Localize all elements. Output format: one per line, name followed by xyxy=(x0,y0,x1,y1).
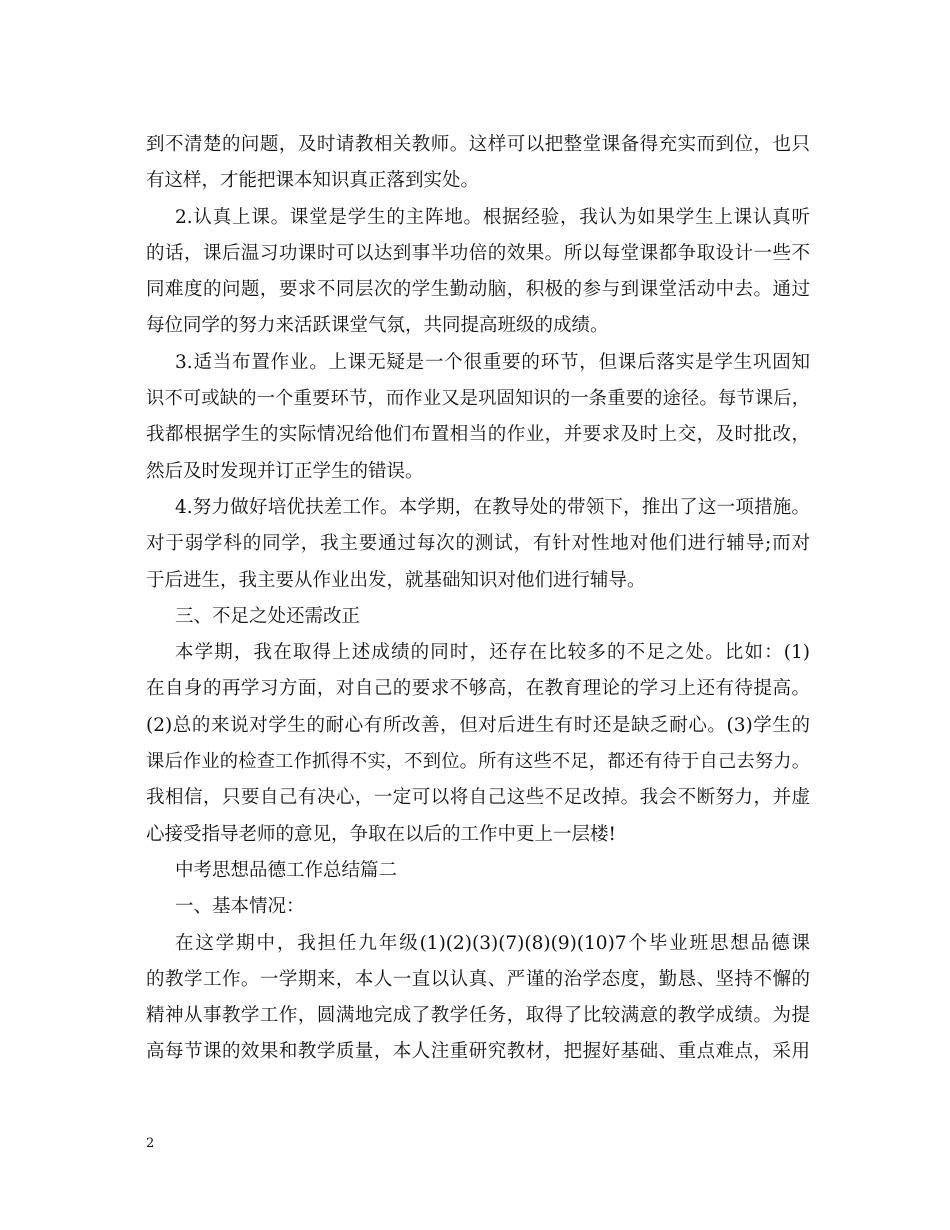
text-line: 我都根据学生的实际情况给他们布置相当的作业，并要求及时上交，及时批改， xyxy=(146,424,810,446)
text-line: 我相信，只要自己有决心，一定可以将自己这些不足改掉。我会不断努力，并虚 xyxy=(146,787,810,809)
text-line: 每位同学的努力来活跃课堂气氛，共同提高班级的成绩。 xyxy=(146,315,609,337)
text-line: 识不可或缺的一个重要环节，而作业又是巩固知识的一条重要的途径。每节课后， xyxy=(146,388,810,410)
text-line: 三、不足之处还需改正 xyxy=(175,605,361,627)
body-text xyxy=(146,127,810,1071)
text-line: 到不清楚的问题，及时请教相关教师。这样可以把整堂课备得充实而到位，也只 xyxy=(146,134,810,155)
text-line: 本学期，我在取得上述成绩的同时，还存在比较多的不足之处。比如：(1) xyxy=(175,642,810,664)
text-line: 的话，课后温习功课时可以达到事半功倍的效果。所以每堂课都争取设计一些不 xyxy=(146,242,810,264)
text-line: 有这样，才能把课本知识真正落到实处。 xyxy=(146,170,480,192)
text-line: 中考思想品德工作总结篇二 xyxy=(175,859,398,881)
text-line: 在这学期中，我担任九年级(1)(2)(3)(7)(8)(9)(10)7个毕业班思想品德课 xyxy=(175,932,810,954)
text-line: 同难度的问题，要求不同层次的学生勤动脑，积极的参与到课堂活动中去。通过 xyxy=(146,279,810,301)
text-line: 精神从事教学工作，圆满地完成了教学任务，取得了比较满意的教学成绩。为提 xyxy=(146,1005,810,1027)
text-line: 高每节课的效果和教学质量，本人注重研究教材，把握好基础、重点难点，采用 xyxy=(146,1041,810,1063)
text-line: 2.认真上课。课堂是学生的主阵地。根据经验，我认为如果学生上课认真听 xyxy=(175,206,810,228)
text-line: 一、基本情况： xyxy=(175,896,305,918)
text-line: 的教学工作。一学期来，本人一直以认真、严谨的治学态度，勤恳、坚持不懈的 xyxy=(146,968,810,990)
text-line: 心接受指导老师的意见，争取在以后的工作中更上一层楼! xyxy=(146,823,616,845)
text-line: 于后进生，我主要从作业出发，就基础知识对他们进行辅导。 xyxy=(146,569,646,591)
text-line: 3.适当布置作业。上课无疑是一个很重要的环节，但课后落实是学生巩固知 xyxy=(175,351,810,373)
text-line: (2)总的来说对学生的耐心有所改善，但对后进生有时还是缺乏耐心。(3)学生的 xyxy=(146,714,810,736)
text-line: 课后作业的检查工作抓得不实，不到位。所有这些不足，都还有待于自己去努力。 xyxy=(146,751,810,773)
text-line: 对于弱学科的同学，我主要通过每次的测试，有针对性地对他们进行辅导;而对 xyxy=(146,533,810,555)
text-line: 然后及时发现并订正学生的错误。 xyxy=(146,460,424,482)
text-line: 在自身的再学习方面，对自己的要求不够高，在教育理论的学习上还有待提高。 xyxy=(146,678,810,700)
text-line: 4.努力做好培优扶差工作。本学期，在教导处的带领下，推出了这一项措施。 xyxy=(175,496,810,518)
page-number: 2 xyxy=(146,1136,155,1151)
